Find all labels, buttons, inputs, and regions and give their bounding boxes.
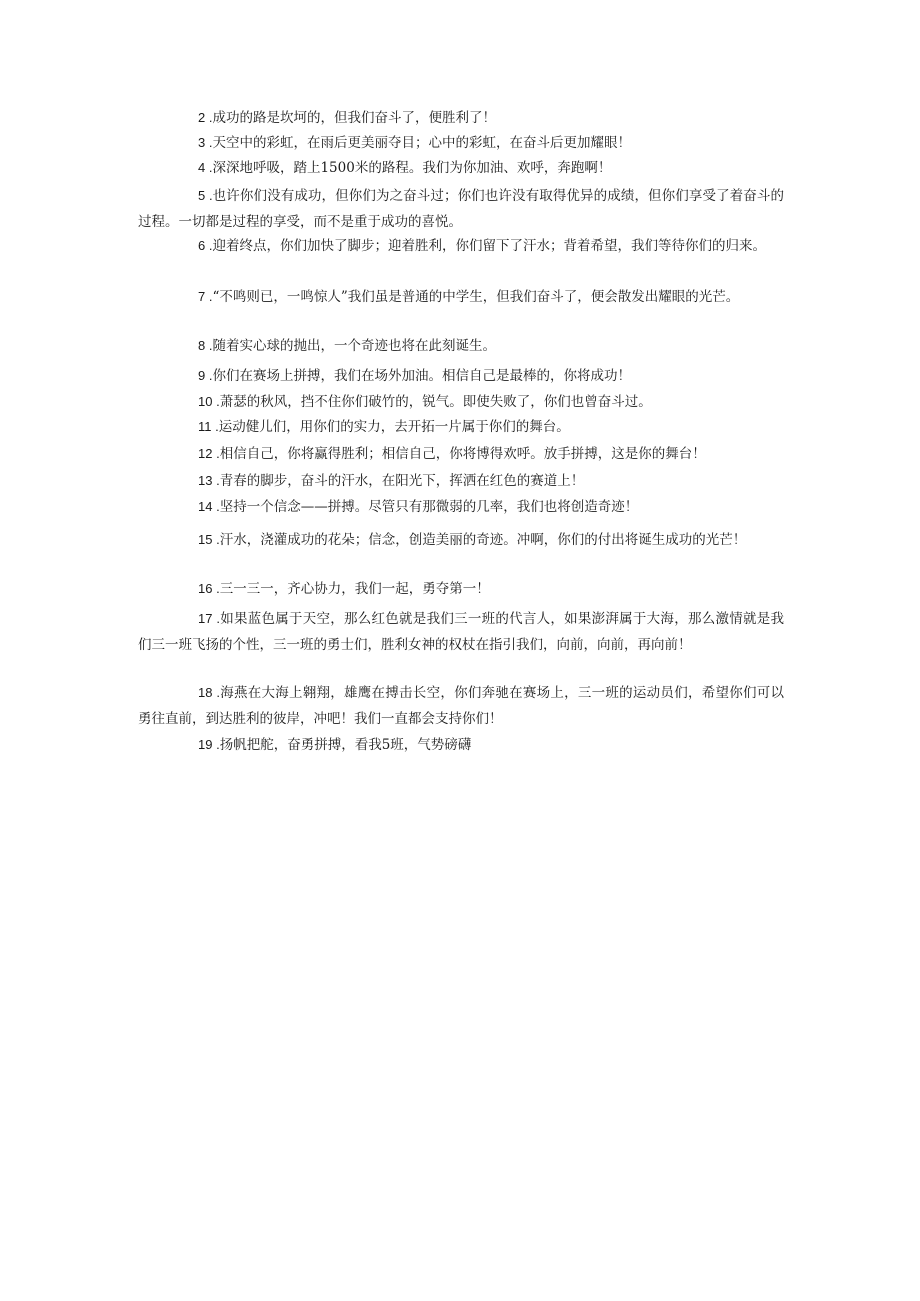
list-item (138, 414, 784, 440)
item-number: 2 (198, 110, 206, 125)
item-text: “不鸣则已，一鸣惊人”我们虽是普通的中学生，但我们奋斗了，便会散发出耀眼的光芒。 (212, 289, 740, 305)
item-number: 17 (198, 611, 213, 626)
item-separator: . (212, 499, 220, 514)
item-separator: . (212, 532, 220, 547)
list-item (138, 105, 784, 131)
item-number: 7 (198, 289, 206, 304)
item-separator: . (205, 289, 213, 304)
item-number: 16 (198, 581, 213, 596)
item-number: 4 (198, 160, 206, 175)
item-text: 运动健儿们，用你们的实力，去开拓一片属于你们的舞台。 (218, 419, 570, 435)
list-item (138, 576, 784, 602)
item-separator: . (205, 238, 213, 253)
item-number: 12 (198, 446, 213, 461)
item-number: 5 (198, 188, 206, 203)
item-text: 天空中的彩虹，在雨后更美丽夺目；心中的彩虹，在奋斗后更加耀眼！ (212, 135, 631, 151)
item-separator: . (212, 581, 220, 596)
item-text: 迎着终点，你们加快了脚步；迎着胜利，你们留下了汗水；背着希望，我们等待你们的归来。 (212, 238, 766, 254)
item-number: 3 (198, 135, 206, 150)
item-text: 如果蓝色属于天空，那么红色就是我们三一班的代言人，如果澎湃属于大海，那么激情就是我们三一班飞扬的个性，三一班的勇士们，胜利女神的权杖在指引我们，向前，向前，再向前！ (138, 611, 784, 653)
item-text: 扬帆把舵，奋勇拼搏，看我5班，气势磅礴 (219, 737, 472, 753)
item-number: 8 (198, 338, 206, 353)
item-text: 相信自己，你将赢得胜利；相信自己，你将博得欢呼。放手拼搏，这是你的舞台！ (219, 446, 706, 462)
list-item (138, 363, 784, 389)
item-text: 汗水，浇灌成功的花朵；信念，创造美丽的奇迹。冲啊，你们的付出将诞生成功的光芒！ (219, 532, 747, 548)
item-separator: . (212, 446, 220, 461)
item-text: 海燕在大海上翱翔，雄鹰在搏击长空，你们奔驰在赛场上，三一班的运动员们，希望你们可以勇往直前，到达胜利的彼岸，冲吧！我们一直都会支持你们！ (138, 685, 784, 727)
item-number: 15 (198, 532, 213, 547)
list-item (138, 233, 784, 259)
item-text: 深深地呼吸，踏上1500米的路程。我们为你加油、欢呼，奔跑啊！ (212, 160, 612, 176)
item-text: 你们在赛场上拼搏，我们在场外加油。相信自己是最棒的，你将成功！ (212, 368, 631, 384)
item-separator: . (205, 188, 213, 203)
item-text: 也许你们没有成功，但你们为之奋斗过；你们也许没有取得优异的成绩，但你们享受了着奋斗的过程。一切都是过程的享受，而不是重于成功的喜悦。 (138, 188, 785, 230)
list-item (138, 680, 784, 732)
item-separator: . (211, 419, 219, 434)
item-number: 18 (198, 685, 213, 700)
item-text: 坚持一个信念——拼搏。尽管只有那微弱的几率，我们也将创造奇迹！ (219, 499, 639, 515)
item-number: 14 (198, 499, 213, 514)
item-text: 成功的路是坎坷的，但我们奋斗了，便胜利了！ (212, 110, 496, 126)
item-separator: . (212, 611, 220, 626)
item-text: 随着实心球的抛出，一个奇迹也将在此刻诞生。 (212, 338, 496, 354)
item-text: 青春的脚步，奋斗的汗水，在阳光下，挥洒在红色的赛道上！ (219, 473, 585, 489)
list-item (138, 183, 784, 235)
item-number: 11 (198, 419, 212, 434)
list-item (138, 468, 784, 494)
item-separator: . (205, 135, 213, 150)
item-separator: . (212, 685, 220, 700)
item-text: 三一三一，齐心协力，我们一起，勇夺第一！ (219, 581, 490, 597)
list-item (138, 606, 784, 658)
item-separator: . (205, 338, 213, 353)
list-item (138, 494, 784, 520)
item-number: 6 (198, 238, 206, 253)
item-number: 19 (198, 737, 213, 752)
list-item (138, 155, 784, 181)
item-separator: . (212, 737, 220, 752)
list-item (138, 732, 784, 758)
item-number: 10 (198, 394, 213, 409)
list-item (138, 389, 784, 415)
item-number: 13 (198, 473, 213, 488)
list-item (138, 284, 784, 310)
item-separator: . (205, 368, 213, 383)
item-separator: . (212, 394, 220, 409)
list-item (138, 333, 784, 359)
list-item (138, 130, 784, 156)
item-separator: . (212, 473, 220, 488)
item-number: 9 (198, 368, 206, 383)
item-separator: . (205, 160, 213, 175)
list-item (138, 441, 784, 467)
item-separator: . (205, 110, 213, 125)
item-text: 萧瑟的秋风，挡不住你们破竹的，锐气。即使失败了，你们也曾奋斗过。 (219, 394, 652, 410)
list-item (138, 527, 784, 553)
